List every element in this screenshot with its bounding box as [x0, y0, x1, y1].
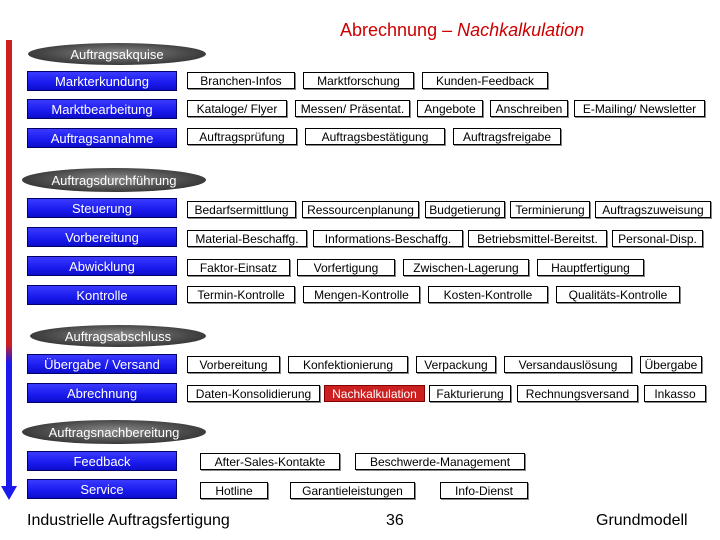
row-label-text: Vorbereitung [65, 229, 139, 245]
activity-box [490, 100, 568, 117]
activity-box [303, 286, 420, 303]
activity-label: Kataloge/ Flyer [196, 101, 278, 116]
row-label-text: Abrechnung [66, 385, 138, 401]
axis-bar [6, 40, 12, 488]
activity-label: Kosten-Kontrolle [443, 287, 533, 302]
activity-label: Termin-Kontrolle [197, 287, 285, 302]
phase-durchfuehrung [22, 168, 206, 192]
phase-label: Auftragsakquise [70, 46, 164, 62]
page-number: 36 [386, 512, 404, 529]
activity-box [429, 385, 511, 402]
activity-box [187, 356, 280, 373]
activity-label: Hauptfertigung [551, 260, 630, 275]
row-label-auftragsannahme [27, 128, 177, 148]
page-title [340, 20, 670, 41]
activity-box [595, 201, 711, 218]
row-label-uebergabe [27, 354, 177, 374]
activity-label: Konfektionierung [302, 357, 394, 372]
activity-label: Branchen-Infos [200, 73, 282, 88]
activity-box [313, 230, 463, 247]
activity-label: Auftragsprüfung [199, 129, 285, 144]
row-label-text: Service [80, 481, 124, 497]
activity-box [187, 128, 297, 145]
activity-box [187, 385, 320, 402]
activity-label: Angebote [424, 101, 476, 116]
activity-box [200, 482, 268, 499]
phase-label: Auftragsabschluss [64, 328, 172, 344]
activity-label: Personal-Disp. [618, 231, 697, 246]
activity-label: E-Mailing/ Newsletter [582, 101, 697, 116]
row-label-text: Markterkundung [55, 73, 149, 89]
activity-box [422, 72, 548, 89]
row-label-text: Übergabe / Versand [44, 356, 160, 372]
activity-label: Fakturierung [436, 386, 504, 401]
activity-label: Daten-Konsolidierung [195, 386, 312, 401]
activity-label: Budgetierung [429, 202, 501, 217]
activity-label: Anschreiben [495, 101, 563, 116]
activity-box [556, 286, 680, 303]
activity-label: Terminierung [515, 202, 585, 217]
activity-label: Material-Beschaffg. [195, 231, 299, 246]
row-label-text: Abwicklung [69, 258, 135, 274]
activity-box [510, 201, 590, 218]
activity-label: Mengen-Kontrolle [314, 287, 409, 302]
activity-box [187, 259, 290, 276]
activity-box [290, 482, 415, 499]
activity-box [468, 230, 607, 247]
activity-box [425, 201, 505, 218]
row-label-text: Auftragsannahme [50, 130, 154, 146]
phase-label: Auftragsnachbereitung [48, 424, 180, 440]
row-label-vorbereitung [27, 227, 177, 247]
phase-akquise [28, 43, 206, 65]
activity-box [453, 128, 561, 145]
footer-left: Industrielle Auftragsfertigung [27, 512, 230, 529]
footer-right: Grundmodell [596, 512, 688, 529]
row-label-feedback [27, 451, 177, 471]
activity-label: Auftragsfreigabe [462, 129, 552, 144]
activity-label: Ressourcenplanung [307, 202, 414, 217]
phase-label: Auftragsdurchführung [51, 172, 177, 188]
activity-label: Messen/ Präsentat. [300, 101, 405, 116]
activity-box [187, 72, 295, 89]
row-label-text: Steuerung [72, 200, 132, 216]
row-label-service [27, 479, 177, 499]
activity-label: Marktforschung [317, 73, 400, 88]
activity-box [302, 201, 419, 218]
activity-label: Nachkalkulation [332, 386, 417, 401]
activity-label: Vorfertigung [313, 260, 379, 275]
activity-label: Qualitäts-Kontrolle [568, 287, 668, 302]
row-label-text: Kontrolle [76, 287, 128, 303]
activity-box [288, 356, 408, 373]
activity-label: Auftragszuweisung [602, 202, 704, 217]
activity-box [187, 230, 307, 247]
activity-box [305, 128, 445, 145]
row-label-kontrolle [27, 285, 177, 305]
activity-box [517, 385, 638, 402]
phase-abschluss [30, 325, 206, 347]
activity-label: Vorbereitung [199, 357, 268, 372]
activity-label: Rechnungsversand [525, 386, 630, 401]
row-label-markterkundung [27, 71, 177, 91]
activity-label: Beschwerde-Management [369, 454, 511, 469]
activity-label: Inkasso [654, 386, 696, 401]
title-emphasis: Nachkalkulation [457, 20, 585, 40]
axis-arrow-head-icon [1, 486, 17, 500]
row-label-steuerung [27, 198, 177, 218]
activity-box [574, 100, 705, 117]
activity-box [428, 286, 548, 303]
row-label-abwicklung [27, 256, 177, 276]
activity-label: Versandauslösung [518, 357, 618, 372]
activity-box [612, 230, 703, 247]
activity-box [403, 259, 529, 276]
activity-label: Betriebsmittel-Bereitst. [477, 231, 598, 246]
activity-box [295, 100, 410, 117]
activity-box [355, 453, 525, 470]
activity-label: After-Sales-Kontakte [214, 454, 326, 469]
activity-box [417, 100, 483, 117]
activity-box [640, 356, 702, 373]
activity-box [416, 356, 496, 373]
activity-label: Faktor-Einsatz [199, 260, 278, 275]
activity-label: Auftragsbestätigung [321, 129, 429, 144]
activity-label: Zwischen-Lagerung [413, 260, 519, 275]
activity-box [200, 453, 340, 470]
activity-label: Bedarfsermittlung [194, 202, 289, 217]
activity-box [187, 100, 287, 117]
activity-box [504, 356, 632, 373]
row-label-text: Feedback [73, 453, 131, 469]
row-label-text: Marktbearbeitung [51, 101, 153, 117]
activity-label: Hotline [215, 483, 253, 498]
row-label-abrechnung [27, 383, 177, 403]
activity-label: Garantieleistungen [302, 483, 403, 498]
activity-box [644, 385, 706, 402]
activity-label: Info-Dienst [454, 483, 514, 498]
activity-label: Informations-Beschaffg. [324, 231, 452, 246]
activity-box [440, 482, 528, 499]
activity-box [303, 72, 414, 89]
activity-box-highlighted [324, 385, 425, 402]
activity-box [187, 201, 296, 218]
activity-label: Übergabe [644, 357, 698, 372]
row-label-marktbearbeitung [27, 99, 177, 119]
activity-box [297, 259, 395, 276]
activity-label: Kunden-Feedback [435, 73, 535, 88]
phase-nachbereitung [22, 420, 206, 444]
activity-box [537, 259, 644, 276]
activity-box [187, 286, 295, 303]
title-main: Abrechnung – [340, 20, 458, 40]
activity-label: Verpackung [424, 357, 488, 372]
